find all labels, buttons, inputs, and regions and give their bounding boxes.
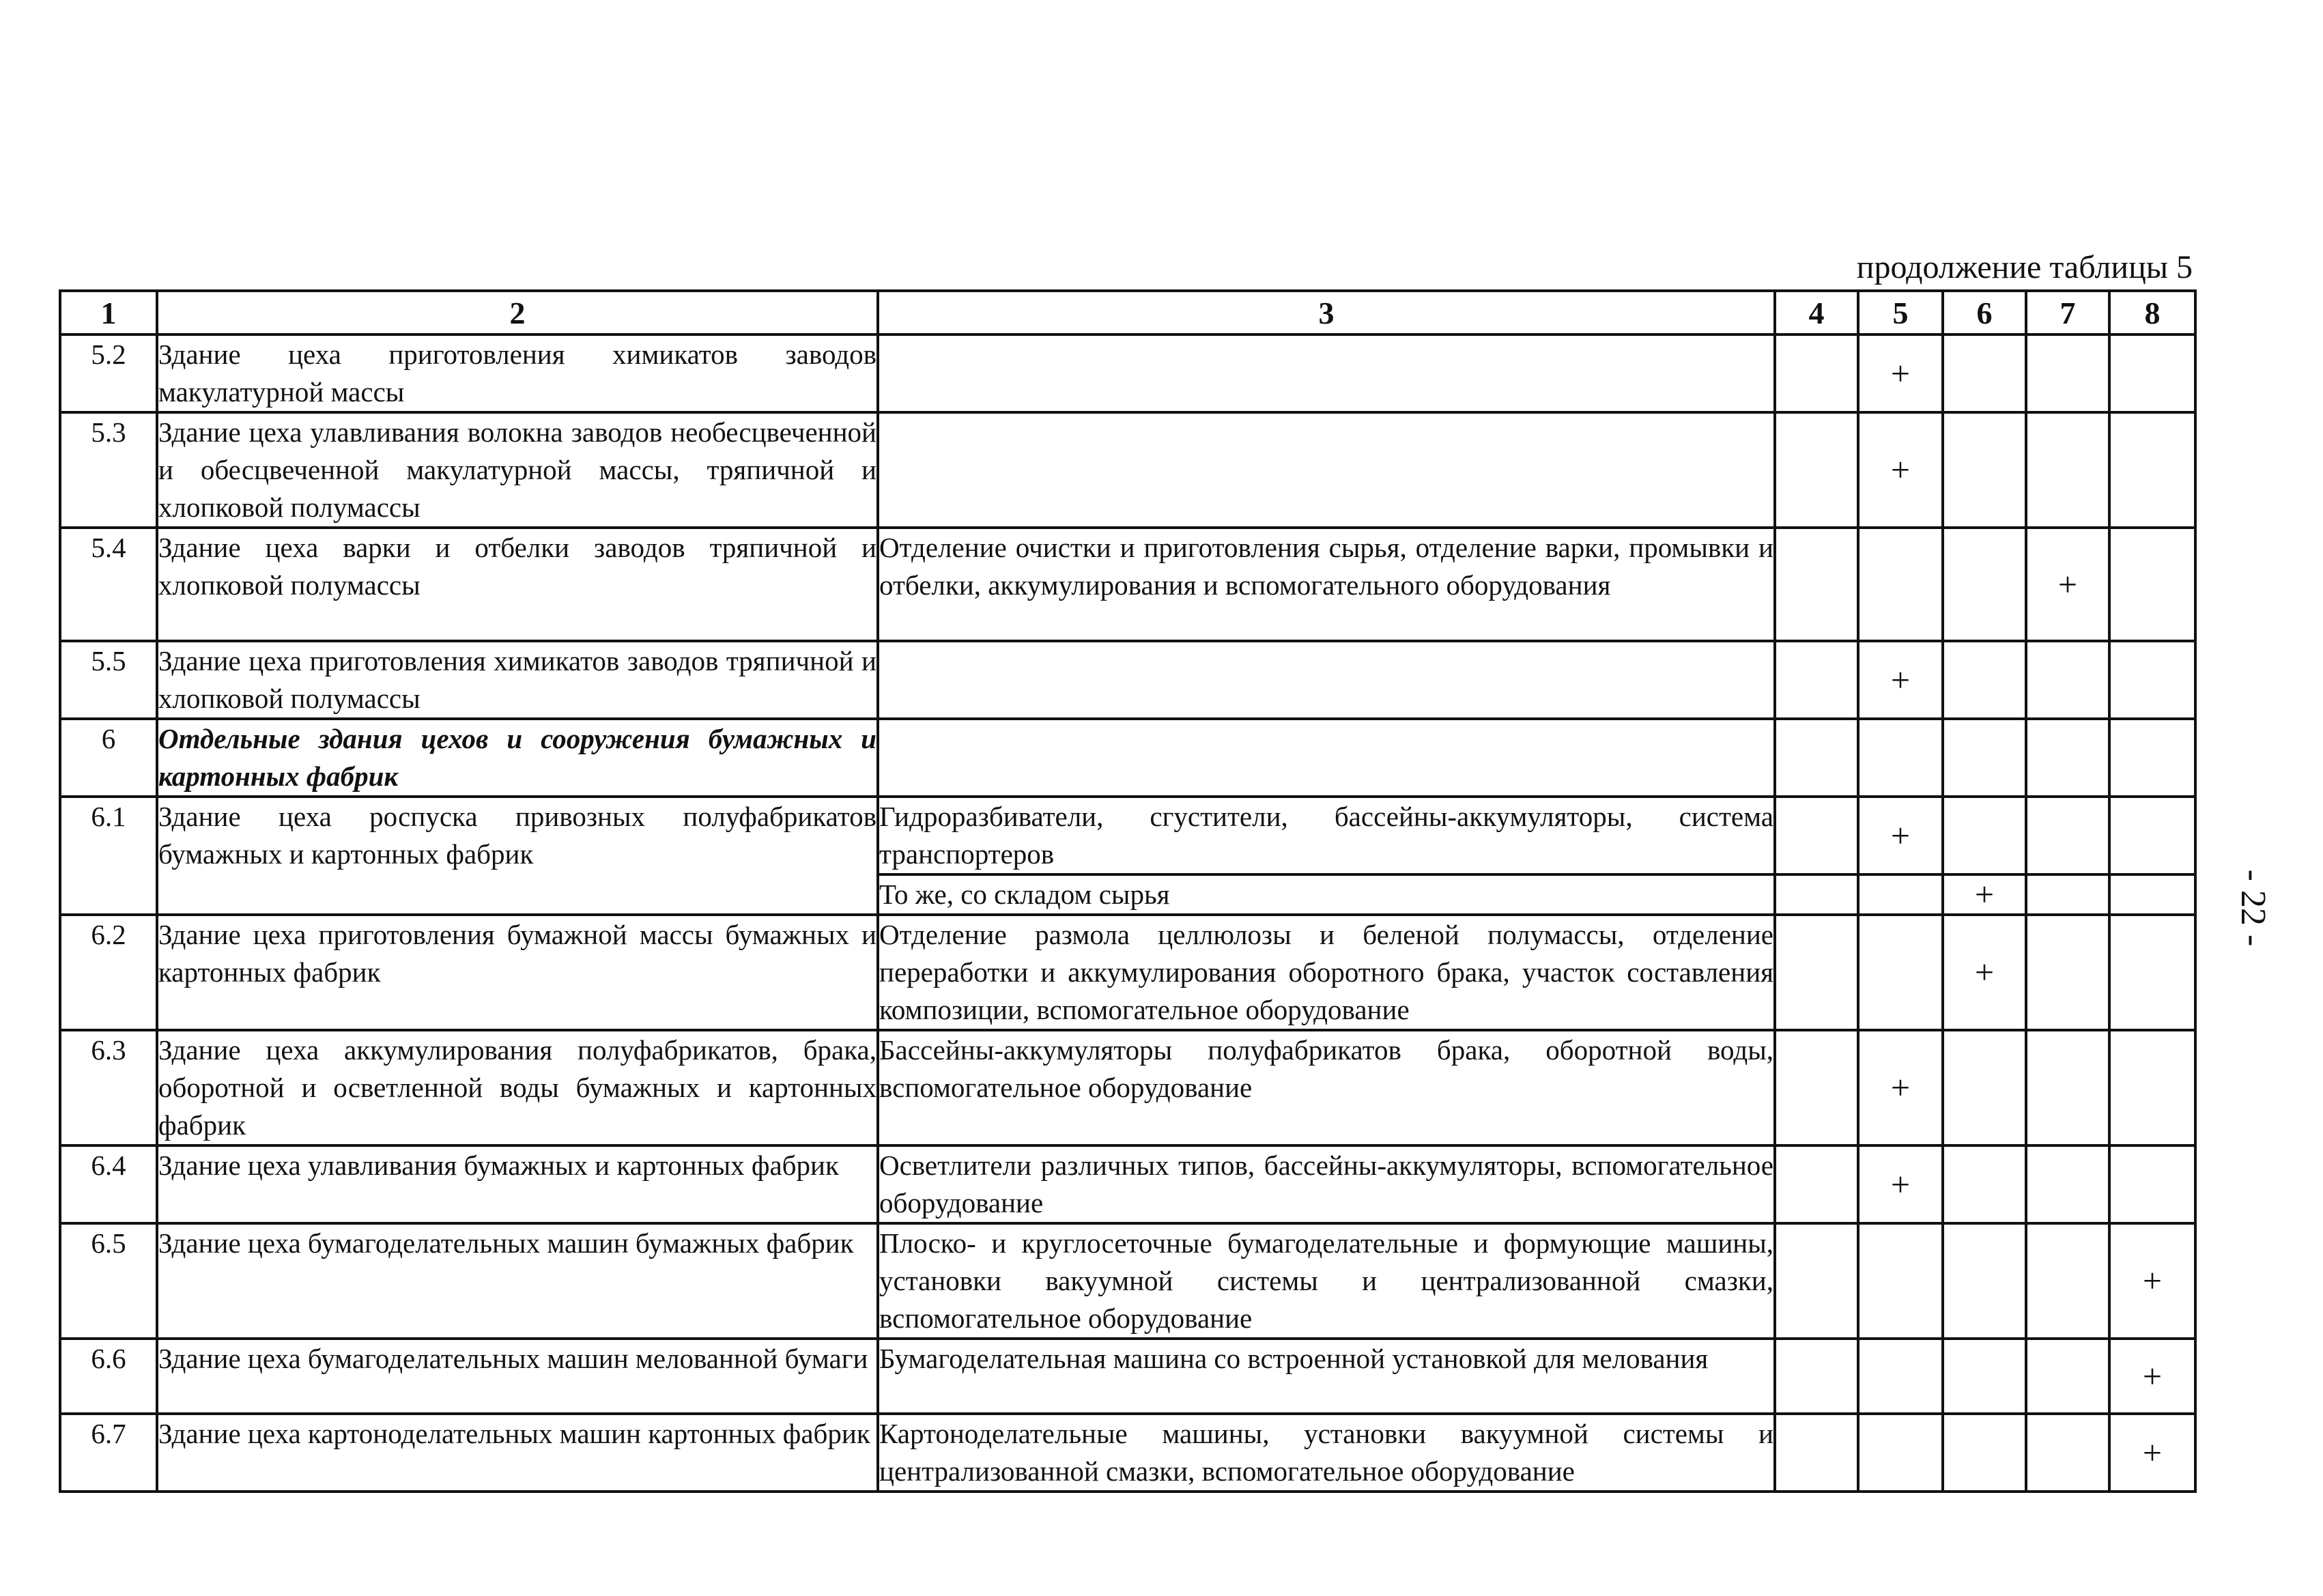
category-cell-7 [2026,641,2109,719]
table-row [60,1414,2195,1492]
building-name: Здание цеха бумагоделательных машин бумажных фабрик [157,1223,878,1339]
category-cell-4 [1775,1223,1858,1339]
equipment-description: Отделение размола целлюлозы и беленой полумассы, отделение переработки и аккумулирования оборотного брака, участок составления композиции, вспомогательное оборудование [878,915,1775,1030]
category-cell-7 [2026,1030,2109,1145]
category-cell-8 [2109,1145,2195,1223]
row-number: 6.7 [60,1414,157,1492]
building-name: Здание цеха бумагоделательных машин мелованной бумаги [157,1339,878,1414]
table-caption: продолжение таблицы 5 [1856,249,2193,285]
category-cell-7 [2026,915,2109,1030]
category-cell-8 [2109,915,2195,1030]
building-name: Здание цеха приготовления химикатов заводов тряпичной и хлопковой полумассы [157,641,878,719]
category-cell-5: + [1858,1145,1943,1223]
category-cell-7: + [2026,528,2109,641]
building-name: Здание цеха варки и отбелки заводов тряпичной и хлопковой полумассы [157,528,878,641]
category-cell-4 [1775,797,1858,874]
category-cell-4 [1775,874,1858,915]
category-cell-6 [1943,641,2026,719]
category-cell-4 [1775,334,1858,412]
category-cell-8 [2109,1030,2195,1145]
table-row [60,719,2195,797]
category-cell-8 [2109,412,2195,528]
row-number: 6.4 [60,1145,157,1223]
category-cell-4 [1775,528,1858,641]
row-number: 5.5 [60,641,157,719]
category-cell-7 [2026,412,2109,528]
category-cell-4 [1775,1030,1858,1145]
category-cell-5 [1858,915,1943,1030]
building-name: Здание цеха приготовления бумажной массы бумажных и картонных фабрик [157,915,878,1030]
table-row [60,1030,2195,1145]
category-cell-8 [2109,719,2195,797]
category-cell-7 [2026,874,2109,915]
category-cell-6: + [1943,874,2026,915]
category-cell-8 [2109,528,2195,641]
category-cell-7 [2026,334,2109,412]
category-cell-4 [1775,719,1858,797]
category-cell-6 [1943,797,2026,874]
row-number: 6.3 [60,1030,157,1145]
building-name: Здание цеха аккумулирования полуфабрикатов, брака, оборотной и осветленной воды бумажных и картонных фабрик [157,1030,878,1145]
header-cell: 3 [878,291,1775,334]
category-cell-5: + [1858,412,1943,528]
category-cell-5: + [1858,641,1943,719]
row-number: 5.2 [60,334,157,412]
building-name: Здание цеха приготовления химикатов заводов макулатурной массы [157,334,878,412]
category-cell-6: + [1943,915,2026,1030]
category-cell-6 [1943,1414,2026,1492]
table-body [60,334,2195,1492]
category-cell-6 [1943,334,2026,412]
building-name: Здание цеха улавливания волокна заводов необесцвеченной и обесцвеченной макулатурной массы, тряпичной и хлопковой полумассы [157,412,878,528]
table-row [60,1339,2195,1414]
equipment-description: Осветлители различных типов, бассейны-аккумуляторы, вспомогательное оборудование [878,1145,1775,1223]
category-cell-4 [1775,1145,1858,1223]
category-cell-6 [1943,1030,2026,1145]
equipment-description [878,412,1775,528]
category-cell-8 [2109,874,2195,915]
category-cell-7 [2026,1145,2109,1223]
category-cell-7 [2026,1223,2109,1339]
page-number: - 22 - [2234,869,2272,947]
category-cell-8: + [2109,1223,2195,1339]
equipment-description: Гидроразбиватели, сгустители, бассейны-аккумуляторы, система транспортеров [878,797,1775,874]
table-row [60,1145,2195,1223]
header-cell: 7 [2026,291,2109,334]
category-cell-4 [1775,1414,1858,1492]
row-number: 5.3 [60,412,157,528]
table-row [60,797,2195,874]
category-cell-5 [1858,1414,1943,1492]
row-number: 6.5 [60,1223,157,1339]
category-cell-6 [1943,528,2026,641]
row-number: 6.1 [60,797,157,915]
category-cell-5: + [1858,334,1943,412]
section-title: Отдельные здания цехов и сооружения бумажных и картонных фабрик [157,719,878,797]
category-cell-5 [1858,1223,1943,1339]
category-cell-8 [2109,334,2195,412]
category-cell-6 [1943,412,2026,528]
equipment-description: Бумагоделательная машина со встроенной установкой для мелования [878,1339,1775,1414]
building-name: Здание цеха улавливания бумажных и картонных фабрик [157,1145,878,1223]
table-row [60,412,2195,528]
building-name: Здание цеха картоноделательных машин картонных фабрик [157,1414,878,1492]
category-cell-6 [1943,1145,2026,1223]
header-cell: 6 [1943,291,2026,334]
category-cell-5 [1858,1339,1943,1414]
row-number: 5.4 [60,528,157,641]
category-cell-6 [1943,719,2026,797]
header-cell: 5 [1858,291,1943,334]
category-cell-8 [2109,797,2195,874]
table [59,289,2197,1493]
category-cell-5 [1858,874,1943,915]
category-cell-4 [1775,412,1858,528]
equipment-description: Бассейны-аккумуляторы полуфабрикатов брака, оборотной воды, вспомогательное оборудование [878,1030,1775,1145]
category-cell-4 [1775,1339,1858,1414]
building-name: Здание цеха роспуска привозных полуфабрикатов бумажных и картонных фабрик [157,797,878,915]
table-row [60,528,2195,641]
equipment-description: То же, со складом сырья [878,874,1775,915]
equipment-description: Плоско- и круглосеточные бумагоделательные и формующие машины, установки вакуумной системы и централизованной смазки, вспомогательное оборудование [878,1223,1775,1339]
category-cell-7 [2026,719,2109,797]
category-cell-4 [1775,641,1858,719]
category-cell-8: + [2109,1339,2195,1414]
category-cell-8: + [2109,1414,2195,1492]
header-cell: 4 [1775,291,1858,334]
row-number: 6.2 [60,915,157,1030]
table-row [60,641,2195,719]
category-cell-5 [1858,528,1943,641]
header-cell: 1 [60,291,157,334]
equipment-description [878,641,1775,719]
equipment-description [878,719,1775,797]
table-row [60,334,2195,412]
category-cell-5: + [1858,797,1943,874]
table-row [60,915,2195,1030]
category-cell-7 [2026,1414,2109,1492]
category-cell-7 [2026,1339,2109,1414]
category-cell-5: + [1858,1030,1943,1145]
header-cell: 2 [157,291,878,334]
equipment-description: Отделение очистки и приготовления сырья, отделение варки, промывки и отбелки, аккумулирования и вспомогательного оборудования [878,528,1775,641]
category-cell-6 [1943,1223,2026,1339]
table-header-row [60,291,2195,334]
category-cell-6 [1943,1339,2026,1414]
category-cell-7 [2026,797,2109,874]
equipment-description [878,334,1775,412]
category-cell-8 [2109,641,2195,719]
row-number: 6 [60,719,157,797]
category-cell-4 [1775,915,1858,1030]
row-number: 6.6 [60,1339,157,1414]
table-row [60,1223,2195,1339]
category-cell-5 [1858,719,1943,797]
header-cell: 8 [2109,291,2195,334]
equipment-description: Картоноделательные машины, установки вакуумной системы и централизованной смазки, вспомогательное оборудование [878,1414,1775,1492]
